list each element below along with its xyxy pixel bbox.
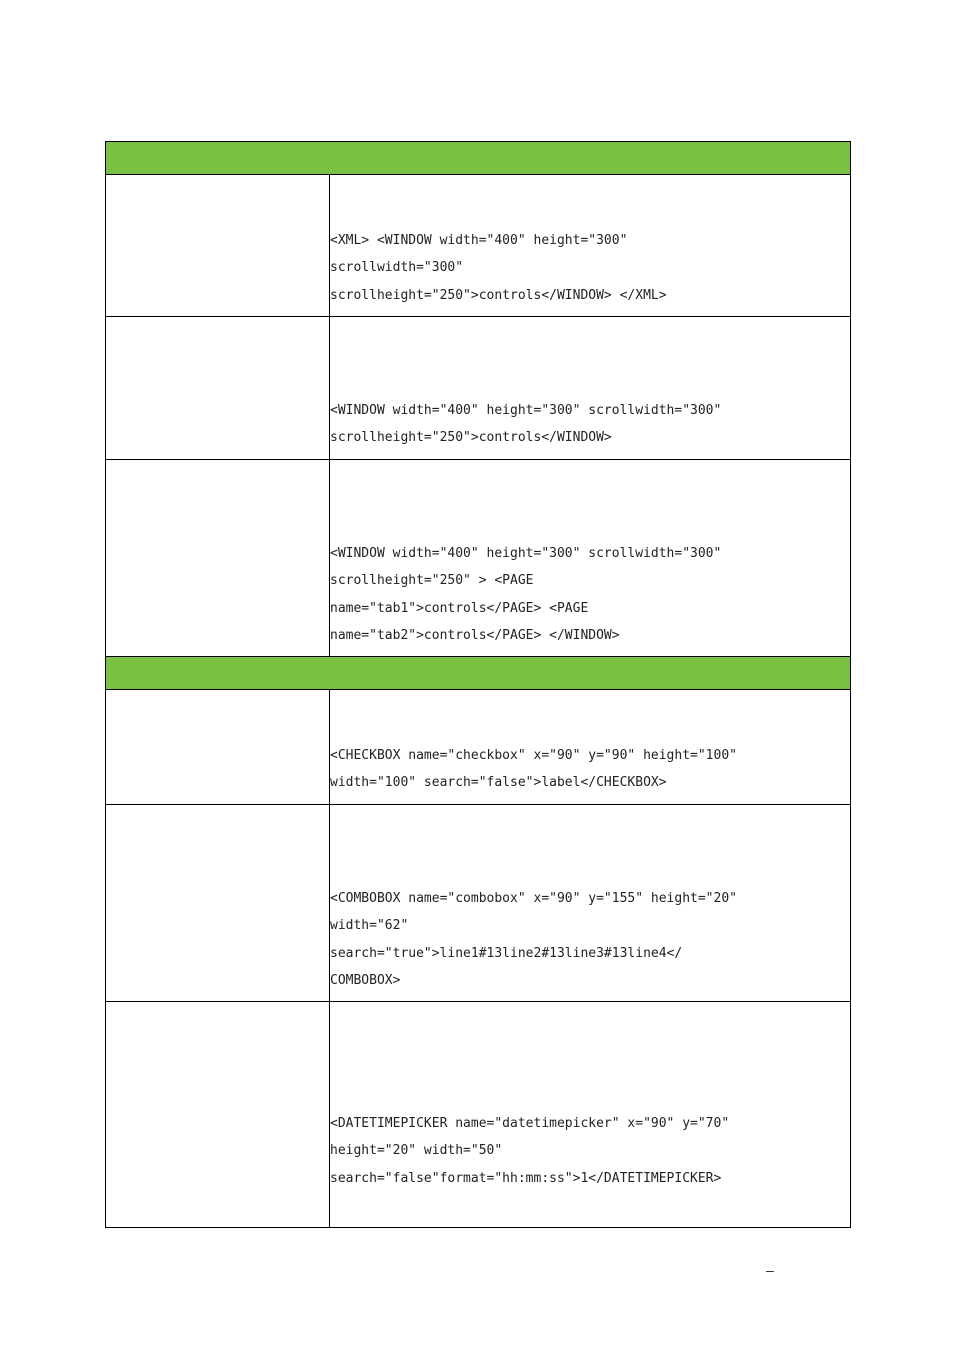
code-line: search="false"format="hh:mm:ss">1</DATETIMEPICKER>: [330, 1170, 722, 1186]
description-cell: [106, 1002, 330, 1228]
code-cell: [330, 460, 851, 657]
code-line: COMBOBOX>: [330, 972, 401, 988]
code-line: <DATETIMEPICKER name="datetimepicker" x="90" y="70": [330, 1116, 730, 1131]
code-cell: [330, 1002, 851, 1228]
page-mark: –: [766, 1262, 774, 1278]
table-row: [106, 1002, 851, 1228]
code-line: scrollwidth="300": [330, 260, 464, 276]
code-line: <WINDOW width="400" height="300" scrollwidth="300": [330, 546, 722, 561]
code-cell: [330, 805, 851, 1002]
table-row: [106, 690, 851, 805]
section-header-windows: [106, 142, 851, 175]
code-line: <WINDOW width="400" height="300" scrollwidth="300": [330, 403, 722, 418]
code-line: width="62": [330, 918, 409, 934]
code-line: <CHECKBOX name="checkbox" x="90" y="90" height="100": [330, 748, 737, 763]
description-cell: [106, 690, 330, 805]
code-line: width="100" search="false">label</CHECKBOX>: [330, 775, 667, 791]
section-header-controls: [106, 657, 851, 690]
code-line: height="20" width="50": [330, 1143, 503, 1159]
table-row: [106, 460, 851, 657]
description-cell: [106, 805, 330, 1002]
code-cell: [330, 317, 851, 460]
code-line: name="tab2">controls</PAGE> </WINDOW>: [330, 627, 620, 643]
code-line: scrollheight="250">controls</WINDOW>: [330, 430, 612, 446]
code-cell: [330, 175, 851, 317]
code-line: scrollheight="250">controls</WINDOW> </XML>: [330, 287, 667, 303]
description-cell: [106, 317, 330, 460]
code-line: <COMBOBOX name="combobox" x="90" y="155" height="20": [330, 891, 737, 906]
code-line: search="true">line1#13line2#13line3#13line4</: [330, 945, 683, 961]
description-cell: [106, 460, 330, 657]
code-line: <XML> <WINDOW width="400" height="300": [330, 233, 628, 248]
table-row: [106, 317, 851, 460]
code-cell: [330, 690, 851, 805]
description-cell: [106, 175, 330, 317]
table-row: [106, 805, 851, 1002]
table-row: [106, 175, 851, 317]
xml-examples-table: [105, 141, 851, 1228]
code-line: scrollheight="250" > <PAGE: [330, 573, 534, 589]
code-line: name="tab1">controls</PAGE> <PAGE: [330, 600, 589, 616]
